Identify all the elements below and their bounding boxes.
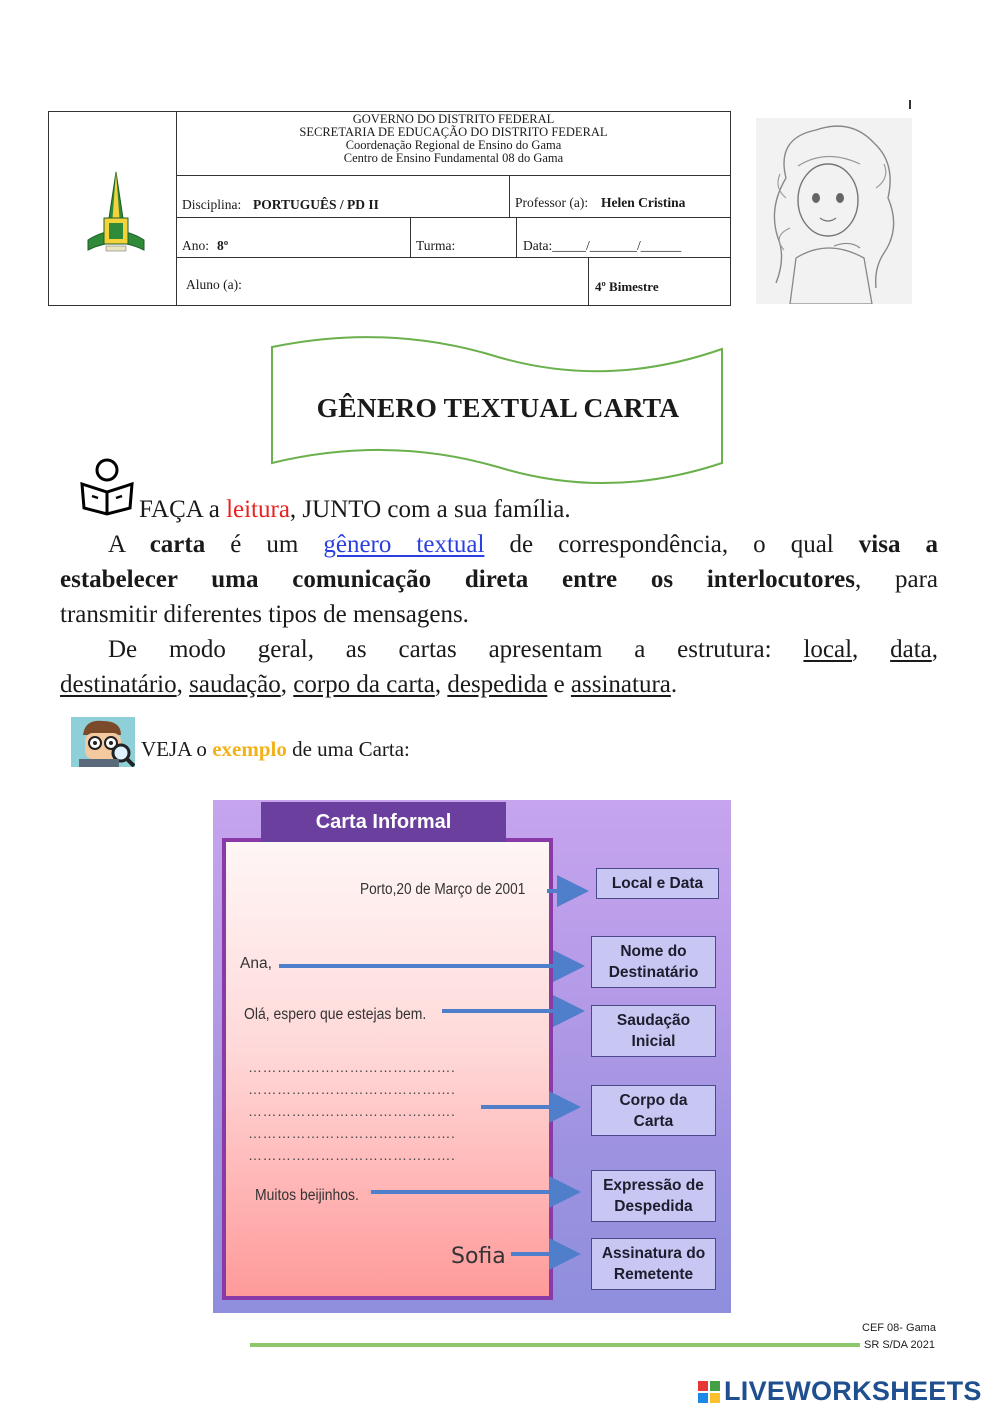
data-label: Data:_____/_______/______ [523, 238, 682, 253]
letter-body-line: ……………………………………. [248, 1125, 456, 1141]
letter-body-line: ……………………………………. [248, 1147, 456, 1163]
government-heading [177, 112, 730, 176]
structure-item: corpo da carta [293, 671, 435, 698]
text-fragment: é um [205, 531, 324, 558]
boy-magnifier-icon [71, 717, 135, 767]
text-fragment: , para [854, 566, 938, 593]
comma: , [931, 636, 939, 663]
professor-cell [510, 176, 730, 217]
letter-closing: Muitos beijinhos. [255, 1187, 359, 1204]
reading-person-icon [78, 456, 136, 516]
paragraph-line [60, 632, 938, 667]
liveworksheets-brand[interactable]: LIVEWORKSHEETS [724, 1376, 982, 1406]
period: . [670, 671, 678, 698]
label-text: Despedida [614, 1198, 693, 1215]
label-text: Nome do [620, 943, 687, 960]
turma-label: Turma: [416, 238, 456, 253]
letter-body-line: ……………………………………. [248, 1059, 456, 1075]
letter-signature: Sofia [451, 1244, 506, 1269]
instruction-after: , JUNTO com a sua família. [289, 496, 571, 523]
footer-region: SR S/DA 2021 [864, 1339, 935, 1351]
label-text: Carta [633, 1112, 674, 1130]
comma: , [852, 636, 891, 663]
bimestre-cell [589, 258, 730, 305]
label-text: Saudação [616, 1012, 691, 1029]
example-before: VEJA o [141, 737, 213, 761]
ano-label: Ano: [182, 238, 209, 253]
label-text: Local e Data [611, 875, 704, 892]
structure-item: saudação [189, 671, 281, 698]
instruction-highlight: leitura [226, 496, 290, 523]
instruction-before: FAÇA a [139, 496, 227, 523]
bold-phrase: estabelecer uma comunicação direta entre os interlocutores [60, 566, 855, 593]
letter-body-line: ……………………………………. [248, 1103, 456, 1119]
gov-line: GOVERNO DO DISTRITO FEDERAL [352, 112, 555, 126]
paragraph-line: transmitir diferentes tipos de mensagens. [60, 601, 469, 628]
gov-line: SECRETARIA DE EDUCAÇÃO DO DISTRITO FEDERAL [299, 125, 608, 139]
letter-body-line: ……………………………………. [248, 1081, 456, 1097]
paragraph-line [60, 667, 677, 702]
label-text: Corpo da [619, 1091, 688, 1109]
page-title: GÊNERO TEXTUAL CARTA [316, 392, 680, 423]
label-text: Inicial [631, 1033, 676, 1050]
comma: , [280, 671, 294, 698]
structure-item: data [890, 636, 932, 663]
label-local-data [596, 868, 719, 899]
row-aluno [177, 258, 730, 305]
structure-item: local [803, 636, 853, 663]
ano-cell [177, 218, 411, 257]
paragraph-line [60, 527, 938, 562]
letter-greeting: Olá, espero que estejas bem. [244, 1006, 427, 1023]
comma: , [434, 671, 448, 698]
label-text: Destinatário [608, 964, 699, 981]
footer-school: CEF 08- Gama [862, 1322, 936, 1334]
label-saudacao-inicial [591, 1005, 716, 1057]
label-assinatura-remetente [591, 1238, 716, 1290]
turma-cell [411, 218, 517, 257]
text-fragment: A [108, 531, 150, 558]
label-text: Expressão de [603, 1177, 704, 1194]
professor-label: Professor (a): [515, 195, 589, 210]
label-text: Assinatura do [601, 1245, 706, 1262]
aluno-cell [177, 258, 589, 305]
example-after: de uma Carta: [286, 737, 410, 761]
ano-value: 8º [217, 238, 229, 253]
gov-line: Centro de Ensino Fundamental 08 do Gama [343, 151, 564, 165]
comma: , [176, 671, 190, 698]
df-coat-of-arms-icon [76, 170, 156, 260]
example-highlight: exemplo [212, 737, 287, 761]
teacher-portrait-drawing [756, 118, 912, 304]
instruction-line [139, 492, 571, 527]
paragraph-line [60, 562, 938, 597]
stray-mark [909, 100, 911, 109]
diagram-title-tab: Carta Informal [261, 802, 506, 842]
gov-line: Coordenação Regional de Ensino do Gama [345, 138, 562, 152]
girl-sketch-icon [756, 118, 912, 304]
text-fragment: De modo geral, as cartas apresentam a estrutura: [108, 636, 804, 663]
text-fragment: de correspondência, o qual [484, 531, 859, 558]
bimestre-value: 4º Bimestre [595, 279, 659, 294]
header-table [48, 111, 731, 306]
genero-textual-link[interactable]: gênero textual [323, 531, 485, 558]
letter-place-date: Porto,20 de Março de 2001 [360, 881, 526, 898]
liveworksheets-logo-icon[interactable] [698, 1381, 720, 1403]
row-ano [177, 218, 730, 258]
data-cell [517, 218, 730, 257]
row-disciplina [177, 176, 730, 218]
label-text: Remetente [613, 1266, 694, 1283]
bold-term: visa a [858, 531, 938, 558]
disciplina-cell [177, 176, 510, 217]
professor-value: Helen Cristina [601, 195, 686, 210]
letter-recipient: Ana, [240, 955, 272, 972]
disciplina-label: Disciplina: [182, 197, 242, 212]
aluno-label: Aluno (a): [186, 277, 242, 292]
structure-item: assinatura [570, 671, 671, 698]
logo-cell [49, 112, 177, 305]
label-nome-destinatario [591, 936, 716, 988]
disciplina-value: PORTUGUÊS / PD II [253, 197, 379, 212]
label-corpo-carta [591, 1085, 716, 1136]
structure-item: despedida [447, 671, 548, 698]
and-word: e [547, 671, 571, 698]
example-line [141, 737, 410, 762]
label-expressao-despedida [591, 1170, 716, 1222]
structure-item: destinatário [60, 671, 177, 698]
bold-term: carta [149, 531, 206, 558]
footer-divider [250, 1343, 860, 1347]
